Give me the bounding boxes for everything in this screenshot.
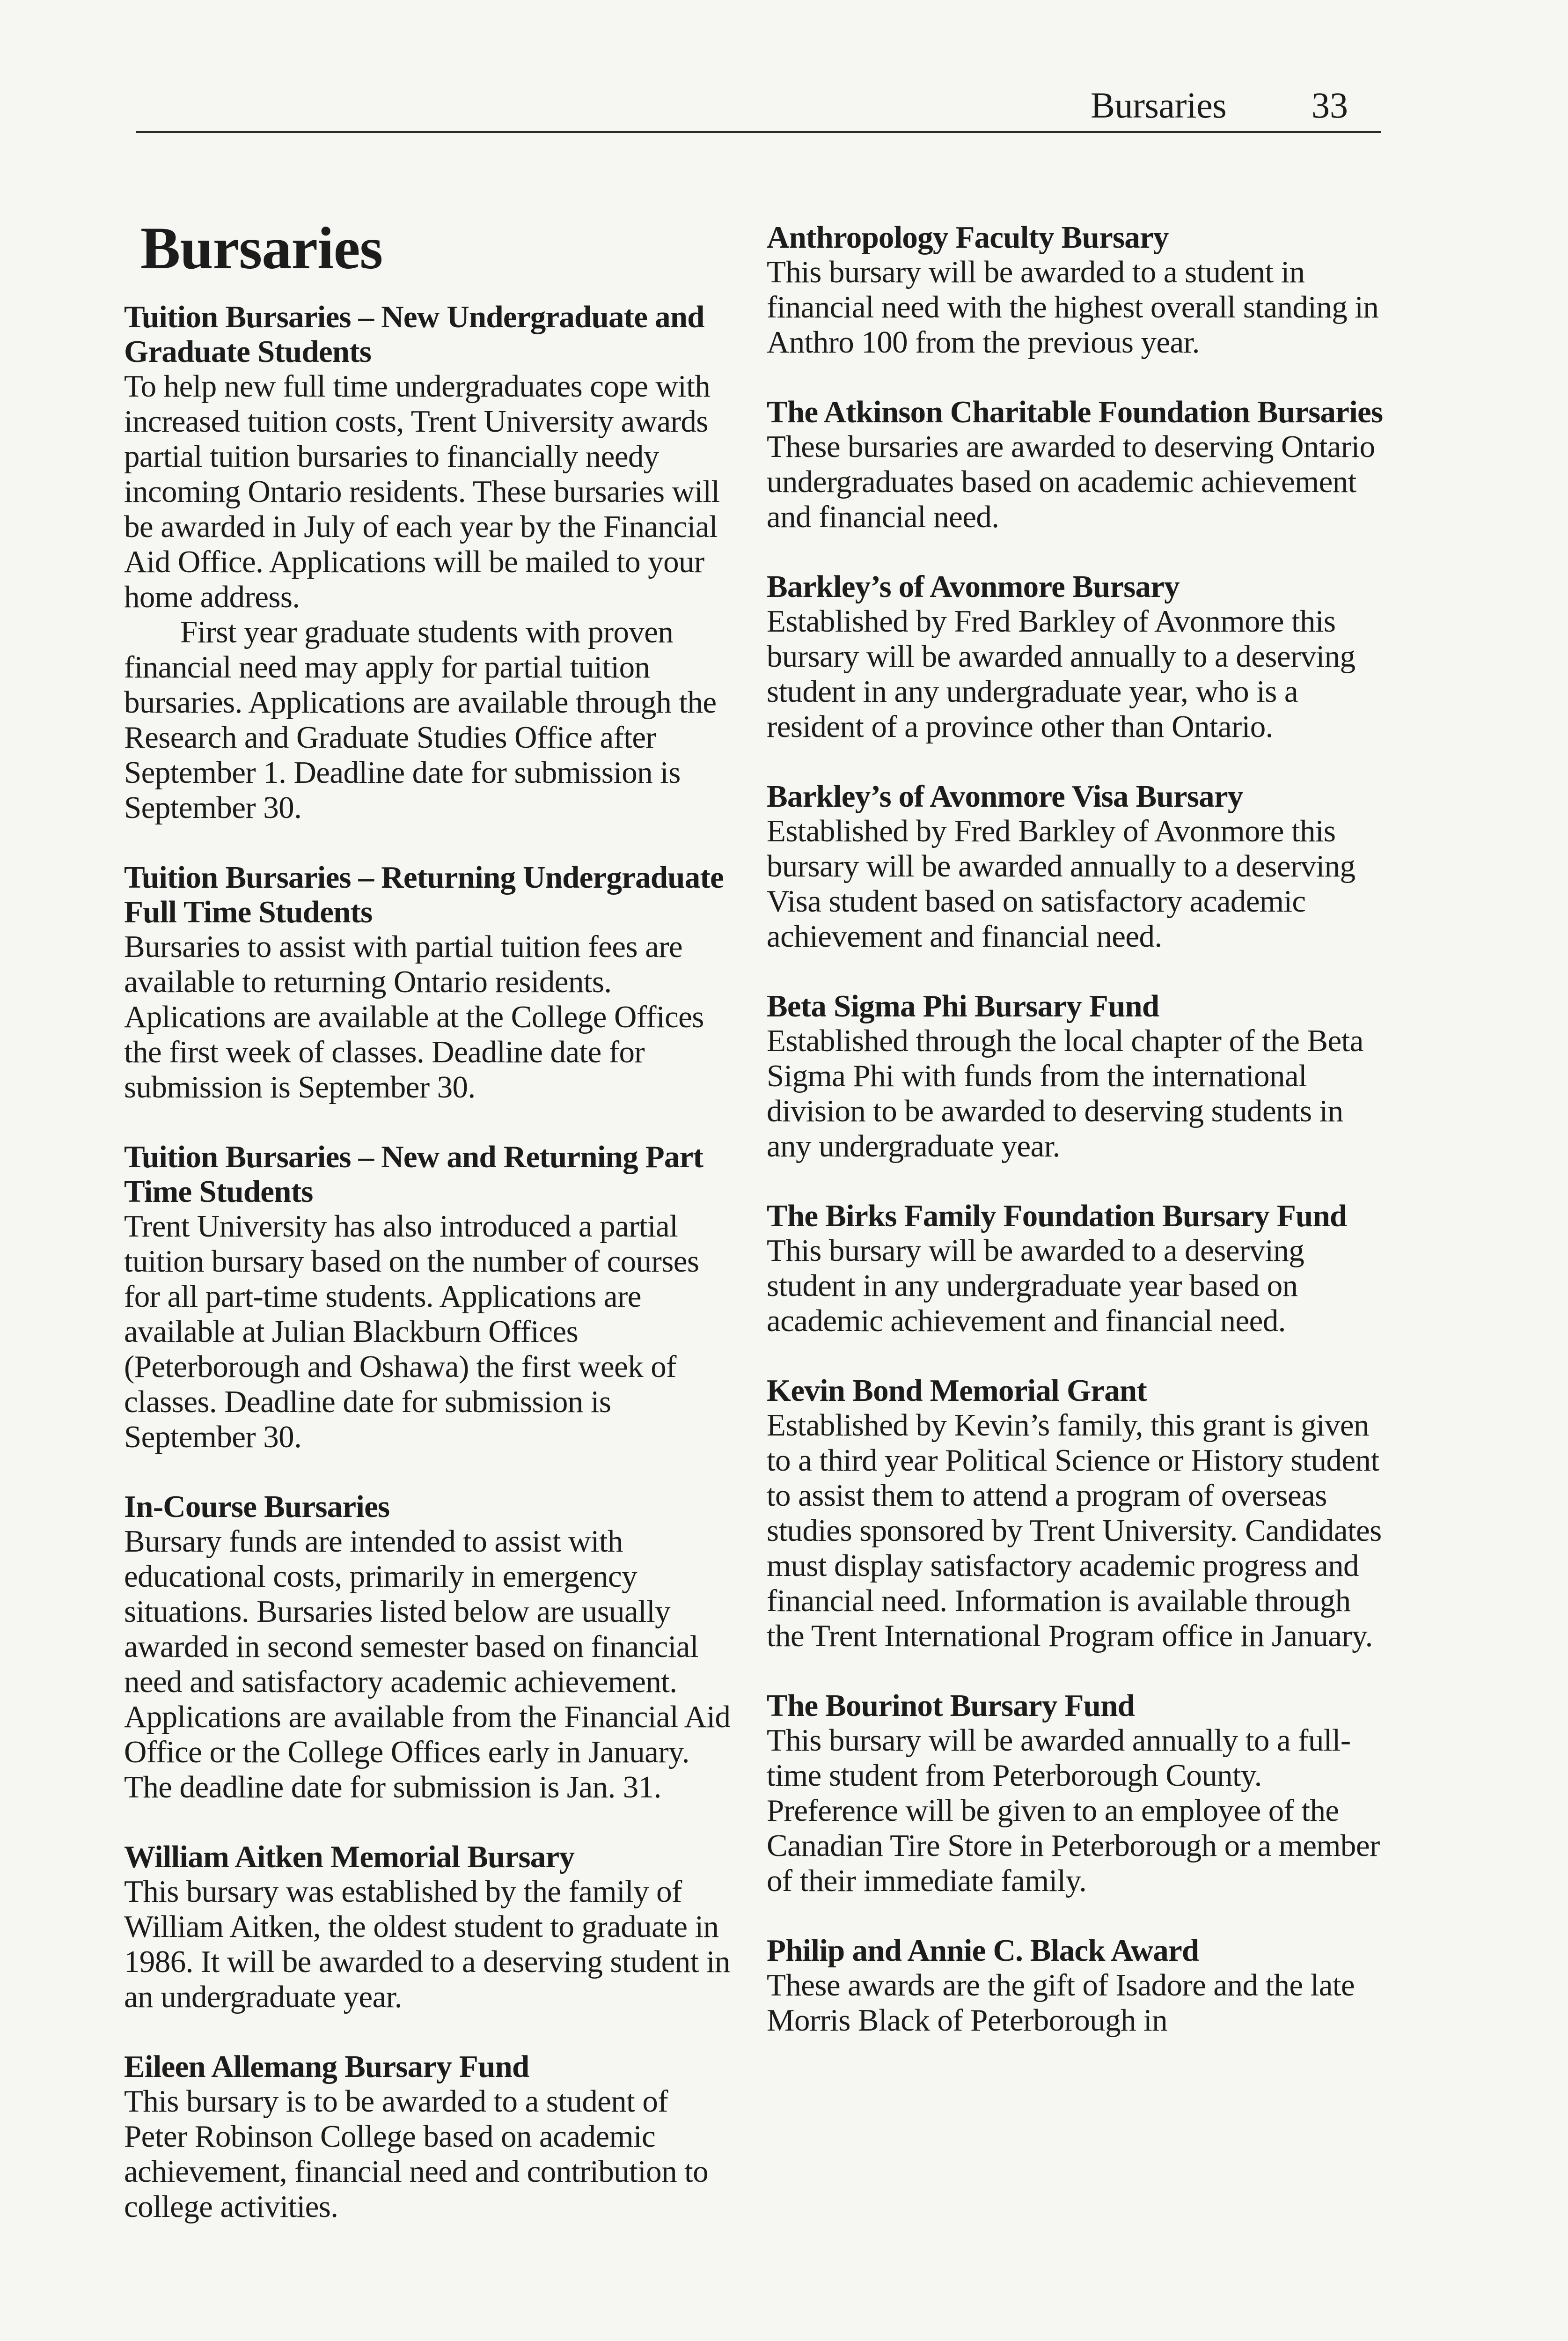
bursary-description [767, 814, 1385, 954]
page-title: Bursaries [140, 215, 383, 281]
bursary-entry-tuition-bursaries-new-and-returning-part-time-students [124, 1140, 733, 1455]
bursary-heading: Barkley’s of Avonmore Bursary [767, 569, 1180, 604]
bursary-paragraph: Established through the local chapter of the Beta Sigma Phi with funds from the international division to be awarded to deserving students in any undergraduate year. [767, 1023, 1363, 1163]
bursary-entry-the-birks-family-foundation-bursary-fund [767, 1199, 1385, 1339]
bursary-entry-the-bourinot-bursary-fund [767, 1688, 1385, 1899]
bursary-description [767, 429, 1385, 535]
bursary-paragraph: Established by Fred Barkley of Avonmore this bursary will be awarded annually to a deserving Visa student based on satisfactory academic achievement and financial need. [767, 814, 1356, 954]
bursary-heading: Philip and Annie C. Black Award [767, 1933, 1199, 1968]
left-entries [124, 300, 733, 2224]
left-column [124, 213, 733, 2259]
bursary-paragraph: This bursary is to be awarded to a student of Peter Robinson College based on academic achievement, financial need and contribution to college activities. [124, 2084, 709, 2224]
bursary-paragraph: Established by Kevin’s family, this grant is given to a third year Political Science or History student to assist them to attend a program of overseas studies sponsored by Trent University. Candidates must display satisfactory academic progress and financial need. Information is available through the Trent International Program office in January. [767, 1408, 1382, 1653]
bursary-entry-in-course-bursaries [124, 1489, 733, 1805]
bursary-heading: In-Course Bursaries [124, 1489, 390, 1524]
bursary-heading: Eileen Allemang Bursary Fund [124, 2049, 529, 2084]
bursary-paragraph: This bursary was established by the family of William Aitken, the oldest student to graduate in 1986. It will be awarded to a deserving student in an undergraduate year. [124, 1874, 730, 2014]
running-header [136, 80, 1381, 133]
bursary-heading: Tuition Bursaries – New and Returning Part Time Students [124, 1140, 703, 1209]
right-column [767, 220, 1385, 2073]
bursary-entry-barkleys-of-avonmore-visa-bursary [767, 779, 1385, 954]
bursary-entry-the-atkinson-charitable-foundation-bursaries [767, 395, 1385, 535]
bursary-paragraph: This bursary will be awarded to a student in financial need with the highest overall standing in Anthro 100 from the previous year. [767, 255, 1379, 360]
bursary-heading: Anthropology Faculty Bursary [767, 220, 1169, 255]
bursary-entry-philip-and-annie-c-black-award [767, 1933, 1385, 2038]
bursary-entry-barkleys-of-avonmore-bursary [767, 569, 1385, 744]
bursary-paragraph: These awards are the gift of Isadore and the late Morris Black of Peterborough in [767, 1968, 1355, 2038]
bursary-paragraph: Bursaries to assist with partial tuition fees are available to returning Ontario residents. Aplications are available at the College Offices the first week of classes. Deadline date for submission is September 30. [124, 929, 704, 1104]
running-section-title: Bursaries [1091, 85, 1227, 125]
bursary-paragraph: Established by Fred Barkley of Avonmore this bursary will be awarded annually to a deserving student in any undergraduate year, who is a resident of a province other than Ontario. [767, 604, 1356, 744]
bursary-description [124, 1209, 733, 1455]
bursary-entry-william-aitken-memorial-bursary [124, 1840, 733, 2015]
bursary-description [767, 1408, 1385, 1654]
bursary-description [767, 1233, 1385, 1339]
bursary-description [124, 2084, 733, 2224]
bursary-description [124, 929, 733, 1105]
bursary-description [124, 1874, 733, 2015]
bursary-description [124, 1524, 733, 1805]
bursary-description [124, 369, 733, 825]
bursary-paragraph: Bursary funds are intended to assist with educational costs, primarily in emergency situations. Bursaries listed below are usually awarded in second semester based on financial need and satisfactory academic achievement. Applications are available from the Financial Aid Office or the College Offices early in January. The deadline date for submission is Jan. 31. [124, 1524, 731, 1804]
bursary-paragraph: First year graduate students with proven financial need may apply for partial tuition bursaries. Applications are available through the Research and Graduate Studies Office after September 1. Deadline date for submission is September 30. [124, 615, 717, 825]
bursary-heading: Tuition Bursaries – New Undergraduate and Graduate Students [124, 300, 704, 369]
bursary-paragraph: This bursary will be awarded annually to a full-time student from Peterborough County. Preference will be given to an employee of the Canadian Tire Store in Peterborough or a member of their immediate family. [767, 1723, 1380, 1898]
bursary-paragraph: These bursaries are awarded to deserving Ontario undergraduates based on academic achievement and financial need. [767, 429, 1375, 534]
bursary-entry-beta-sigma-phi-bursary-fund [767, 989, 1385, 1164]
bursary-entry-tuition-bursaries-returning-undergraduate-full-time-students [124, 860, 733, 1105]
bursary-description [767, 604, 1385, 744]
bursary-heading: Barkley’s of Avonmore Visa Bursary [767, 779, 1243, 814]
page-number: 33 [1312, 85, 1348, 125]
bursary-description [767, 1023, 1385, 1164]
bursary-description [767, 1723, 1385, 1899]
bursary-heading: The Atkinson Charitable Foundation Bursaries [767, 395, 1383, 429]
bursary-entry-eileen-allemang-bursary-fund [124, 2049, 733, 2224]
bursary-heading: Kevin Bond Memorial Grant [767, 1373, 1147, 1408]
bursary-paragraph: Trent University has also introduced a partial tuition bursary based on the number of courses for all part-time students. Applications are available at Julian Blackburn Offices (Peterborough and Oshawa) the first week of classes. Deadline date for submission is September 30. [124, 1209, 699, 1454]
bursary-paragraph: To help new full time undergraduates cope with increased tuition costs, Trent University awards partial tuition bursaries to financially needy incoming Ontario residents. These bursaries will be awarded in July of each year by the Financial Aid Office. Applications will be mailed to your home address. [124, 369, 720, 614]
bursary-heading: The Birks Family Foundation Bursary Fund [767, 1199, 1347, 1233]
bursary-entry-anthropology-faculty-bursary [767, 220, 1385, 360]
bursary-description [767, 255, 1385, 360]
bursary-entry-kevin-bond-memorial-grant [767, 1373, 1385, 1654]
bursary-entry-tuition-bursaries-new-undergraduate-and-graduate-students [124, 300, 733, 825]
bursary-heading: Tuition Bursaries – Returning Undergraduate Full Time Students [124, 860, 724, 929]
bursary-heading: Beta Sigma Phi Bursary Fund [767, 989, 1159, 1023]
bursary-heading: William Aitken Memorial Bursary [124, 1840, 575, 1874]
bursary-paragraph: This bursary will be awarded to a deserving student in any undergraduate year based on academic achievement and financial need. [767, 1233, 1304, 1338]
right-entries [767, 220, 1385, 2038]
bursary-description [767, 1968, 1385, 2038]
bursary-heading: The Bourinot Bursary Fund [767, 1688, 1135, 1723]
